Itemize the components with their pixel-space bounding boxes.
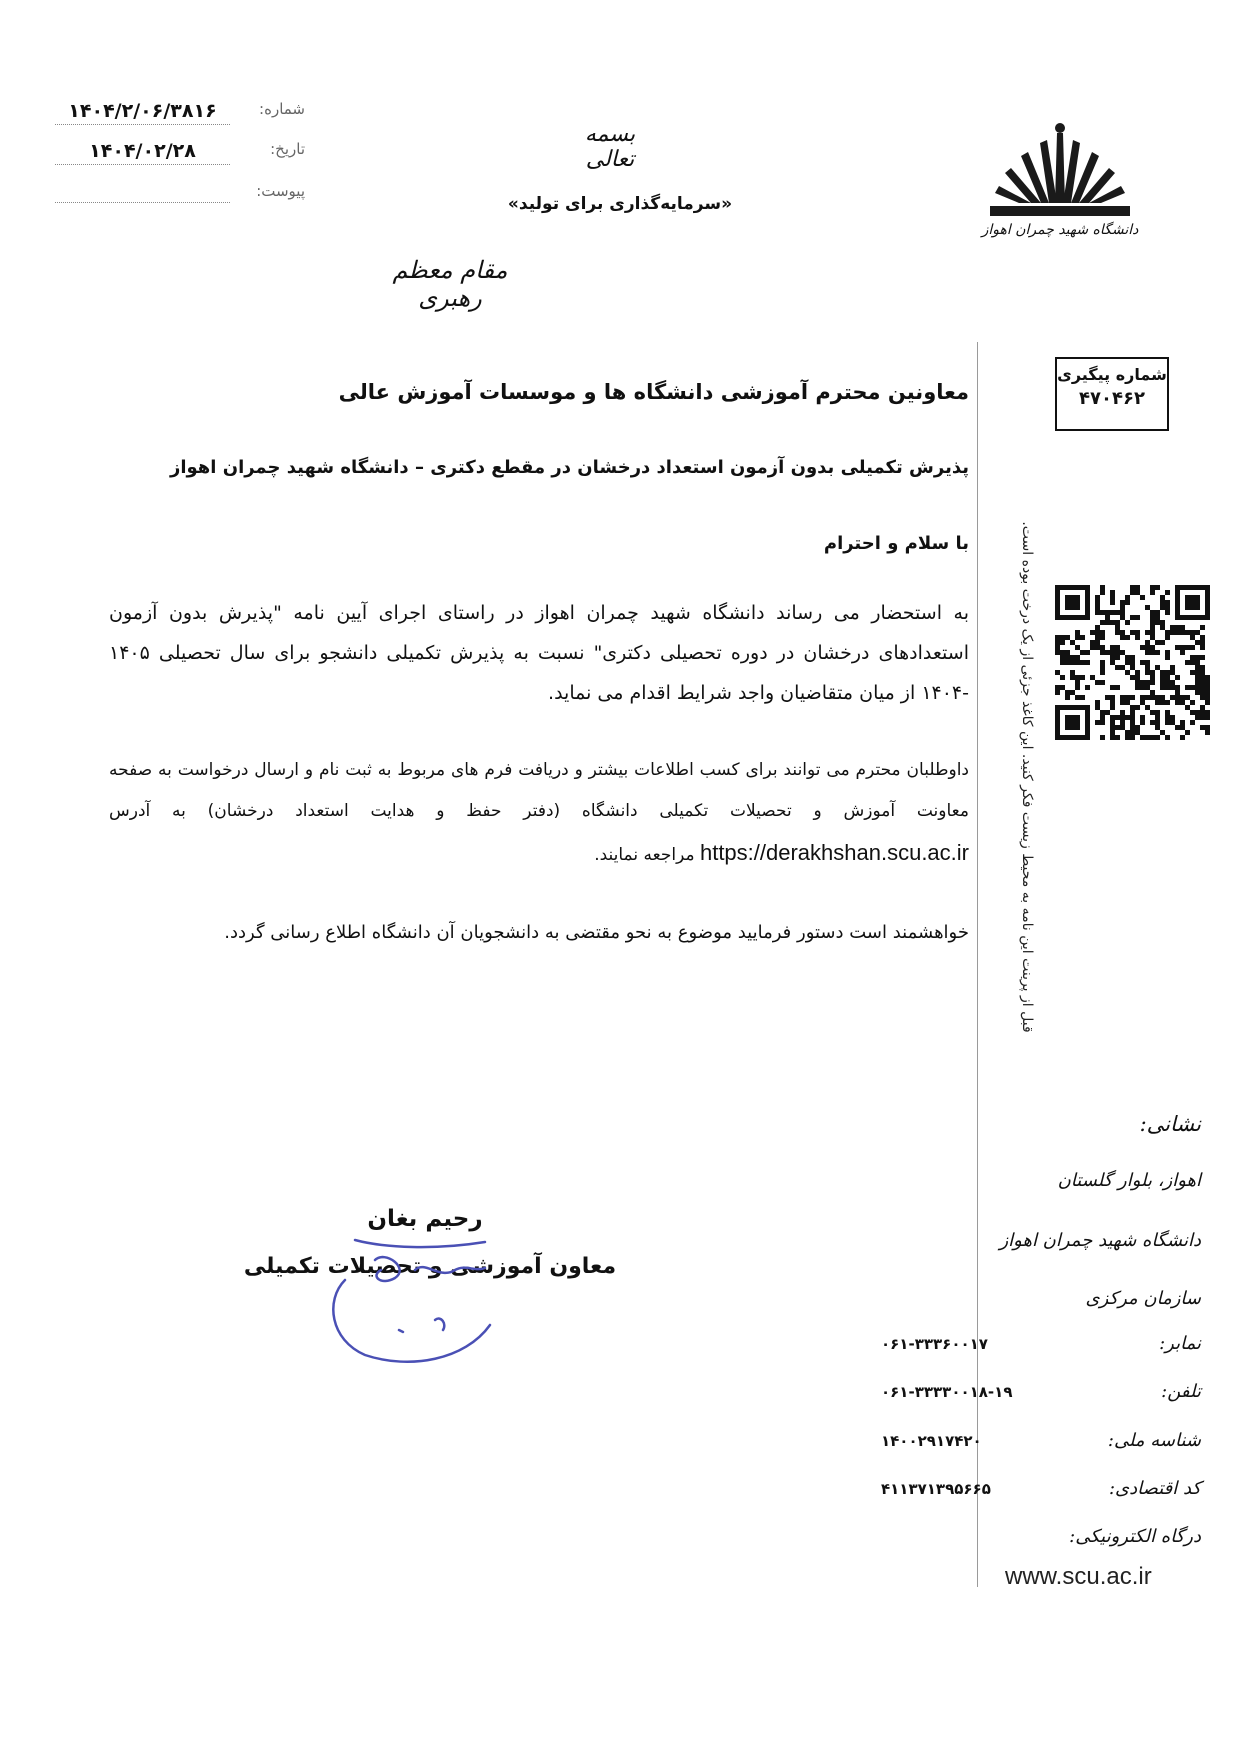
besmellah: بسمه تعالی xyxy=(584,122,636,172)
address-heading: نشانی: xyxy=(1139,1112,1201,1136)
national-id-value: ۱۴۰۰۲۹۱۷۴۲۰ xyxy=(881,1432,982,1450)
signer-title: معاون آموزشی و تحصیلات تکمیلی xyxy=(243,1254,617,1279)
letter-date-row xyxy=(55,140,305,170)
national-id-row xyxy=(881,1430,1201,1460)
environment-note-text: قبل از پرینت این نامه به محیط زیست فکر کنید. این کاغذ جزئی از یک درخت بوده است. xyxy=(1019,521,1035,1033)
letter-number-value: ۱۴۰۴/۲/۰۶/۳۸۱۶ xyxy=(55,100,230,125)
letter-date-label: تاریخ: xyxy=(270,140,305,158)
university-logo-text: دانشگاه شهید چمران اهواز xyxy=(981,222,1139,238)
national-id-label: شناسه ملی: xyxy=(1107,1430,1201,1451)
environment-note xyxy=(1017,497,1037,1057)
qr-code-icon xyxy=(1055,585,1210,740)
economic-code-row xyxy=(881,1478,1201,1508)
fax-label: نمابر: xyxy=(1159,1333,1201,1354)
letter-greeting: با سلام و احترام xyxy=(823,533,969,554)
letter-paragraph-2-end: مراجعه نمایند. xyxy=(594,845,695,865)
letter-attachment-value xyxy=(55,182,230,203)
fax-value: ۰۶۱-۳۳۳۶۰۰۱۷ xyxy=(881,1335,988,1353)
letter-subject: پذیرش تکمیلی بدون آزمون استعداد درخشان در مقطع دکتری – دانشگاه شهید چمران اهواز xyxy=(169,457,969,478)
address-line-2: دانشگاه شهید چمران اهواز xyxy=(999,1230,1201,1251)
letter-number-label: شماره: xyxy=(259,100,305,118)
letter-attachment-label: پیوست: xyxy=(256,182,305,200)
letter-attachment-row xyxy=(55,182,305,212)
tracking-number: ۴۷۰۴۶۲ xyxy=(1079,388,1145,409)
phone-value: ۰۶۱-۳۳۳۳۰۰۱۸-۱۹ xyxy=(881,1383,1013,1401)
slogan-attribution: مقام معظم رهبری xyxy=(392,256,508,312)
phone-row xyxy=(881,1381,1201,1411)
letter-date-value: ۱۴۰۴/۰۲/۲۸ xyxy=(55,140,230,165)
signer-name: رحیم بغان xyxy=(367,1206,483,1232)
letter-paragraph-2 xyxy=(109,750,969,890)
website-link[interactable]: www.scu.ac.ir xyxy=(1005,1563,1152,1590)
phone-label: تلفن: xyxy=(1161,1381,1201,1402)
admissions-url-link[interactable]: https://derakhshan.scu.ac.ir xyxy=(699,840,969,865)
letter-addressee: معاونین محترم آموزشی دانشگاه ها و موسسات آموزش عالی xyxy=(338,380,969,404)
portal-label: درگاه الکترونیکی: xyxy=(1069,1526,1201,1547)
handwritten-signature-icon xyxy=(315,1220,545,1370)
fax-row xyxy=(881,1333,1201,1363)
address-line-1: اهواز، بلوار گلستان xyxy=(1057,1170,1201,1191)
letter-paragraph-3: خواهشمند است دستور فرمایید موضوع به نحو مقتضی به دانشجویان آن دانشگاه اطلاع رسانی گردد. xyxy=(224,922,969,943)
tracking-label: شماره پیگیری xyxy=(1057,365,1167,384)
tracking-box xyxy=(1055,357,1169,431)
address-line-3: سازمان مرکزی xyxy=(1085,1288,1201,1309)
letter-paragraph-1: به استحضار می رساند دانشگاه شهید چمران اهواز در راستای اجرای آیین نامه "پذیرش بدون آزمون استعدادهای درخشان در دوره تحصیلی دکتری" نسبت به پذیرش تکمیلی دانشجو برای سال تحصیلی ۱۴۰۵ -۱۴۰۴ از میان متقاضیان واجد شرایط اقدام می نماید. xyxy=(109,602,969,704)
economic-code-label: کد اقتصادی: xyxy=(1108,1478,1201,1499)
slogan: «سرمایه‌گذاری برای تولید» xyxy=(507,194,733,214)
letter-paragraph-2-text: داوطلبان محترم می توانند برای کسب اطلاعات بیشتر و دریافت فرم های مربوط به ثبت نام و ارسال درخواست به صفحه معاونت آموزش و تحصیلات تکمیلی دانشگاه (دفتر حفظ و هدایت استعداد درخشان) به آدرس xyxy=(109,760,969,821)
letter-number-row xyxy=(55,100,305,130)
economic-code-value: ۴۱۱۳۷۱۳۹۵۶۶۵ xyxy=(881,1480,991,1498)
